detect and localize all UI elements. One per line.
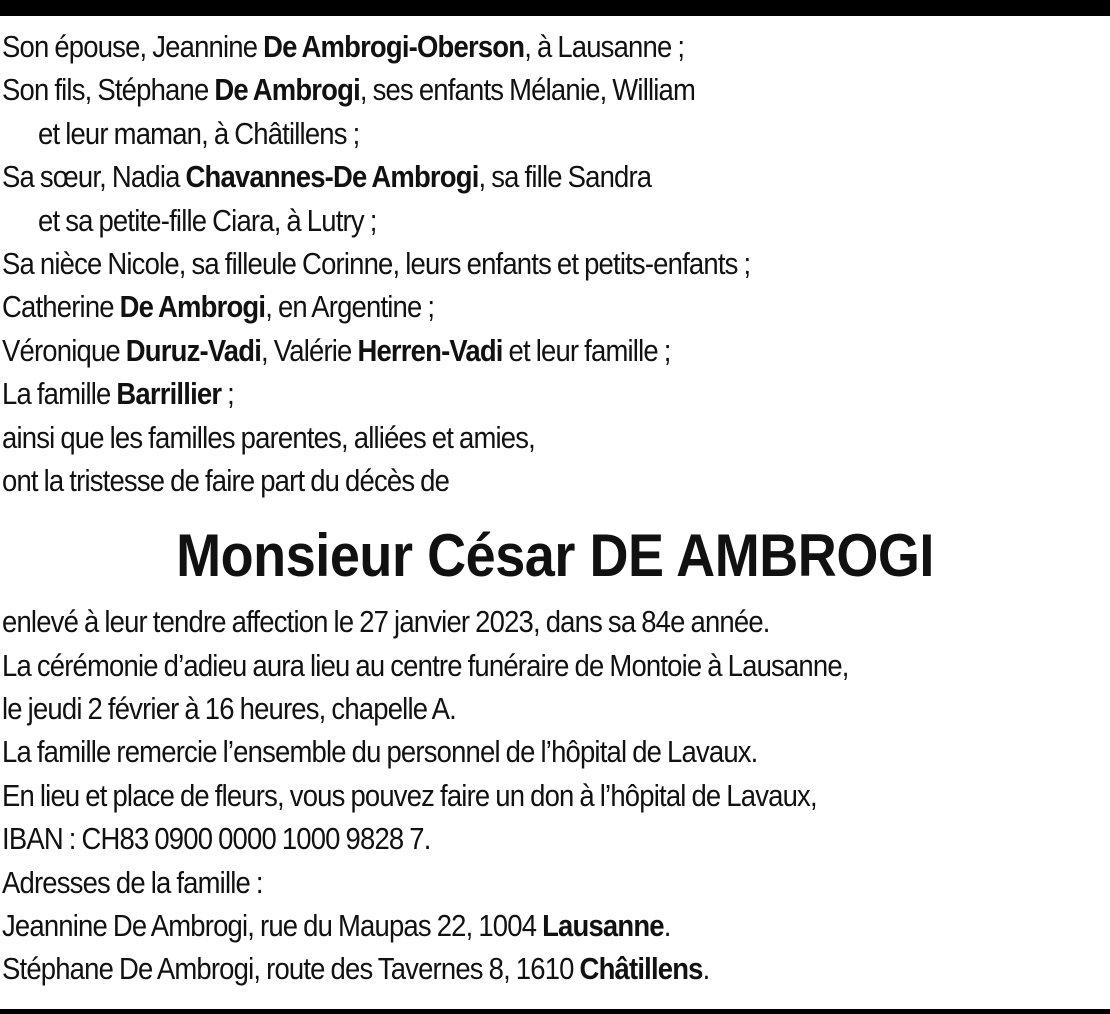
text-segment: IBAN : CH83 0900 0000 1000 9828 7.	[2, 822, 431, 857]
family-line	[2, 243, 997, 286]
family-line	[2, 373, 997, 416]
detail-line	[2, 731, 997, 774]
text-segment: et leur maman, à Châtillens ;	[38, 116, 360, 151]
text-segment: enlevé à leur tendre affection le 27 janvier 2023, dans sa 84e année.	[2, 605, 770, 640]
family-list	[2, 26, 1108, 503]
family-line	[2, 330, 997, 373]
family-line	[2, 69, 997, 112]
detail-line	[2, 688, 997, 731]
family-line	[2, 156, 997, 199]
text-segment: Jeannine De Ambrogi, rue du Maupas 22, 1004	[2, 909, 543, 944]
text-segment: La cérémonie d’adieu aura lieu au centre funéraire de Montoie à Lausanne,	[2, 648, 849, 683]
text-segment: ont la tristesse de faire part du décès de	[2, 463, 450, 498]
bold-name: Lausanne	[542, 909, 664, 944]
text-segment: Véronique	[2, 333, 126, 368]
text-segment: Sa nièce Nicole, sa filleule Corinne, leurs enfants et petits-enfants ;	[2, 246, 751, 281]
text-segment: et leur famille ;	[502, 333, 671, 368]
bold-name: Châtillens	[579, 952, 703, 987]
text-segment: , ses enfants Mélanie, William	[359, 73, 696, 108]
family-line	[2, 417, 997, 460]
family-line	[2, 460, 997, 503]
family-line	[2, 113, 997, 156]
bold-name: Herren-Vadi	[357, 333, 503, 368]
family-line	[2, 26, 997, 69]
text-segment: , sa fille Sandra	[478, 160, 652, 195]
detail-line	[2, 601, 997, 644]
text-segment: La famille	[2, 377, 117, 412]
text-segment: Stéphane De Ambrogi, route des Tavernes 8, 1610	[2, 952, 580, 987]
text-segment: Adresses de la famille :	[2, 865, 263, 900]
text-segment: , Valérie	[261, 333, 358, 368]
text-segment: , à Lausanne ;	[524, 30, 685, 64]
text-segment: .	[702, 952, 710, 987]
text-segment: et sa petite-fille Ciara, à Lutry ;	[38, 203, 377, 238]
text-segment: Sa sœur, Nadia	[2, 160, 186, 195]
detail-line	[2, 862, 997, 905]
bold-name: De Ambrogi	[119, 290, 266, 325]
text-segment: , en Argentine ;	[265, 290, 435, 325]
detail-line	[2, 948, 997, 991]
bold-name: Chavannes-De Ambrogi	[185, 160, 479, 195]
ceremony-details	[2, 601, 1108, 992]
obituary-notice	[2, 26, 1108, 992]
detail-line	[2, 818, 997, 861]
text-segment: Son épouse, Jeannine	[2, 30, 264, 64]
text-segment: .	[663, 909, 671, 944]
text-segment: le jeudi 2 février à 16 heures, chapelle A.	[2, 692, 456, 727]
bottom-rule	[0, 1009, 1110, 1014]
deceased-name: Monsieur César DE AMBROGI	[176, 522, 934, 590]
text-segment: ;	[221, 377, 234, 412]
text-segment: Son fils, Stéphane	[2, 73, 215, 108]
detail-line	[2, 775, 997, 818]
family-line	[2, 286, 997, 329]
bold-name: Duruz-Vadi	[125, 333, 262, 368]
bold-name: De Ambrogi-Oberson	[263, 30, 525, 64]
detail-line	[2, 645, 997, 688]
family-line	[2, 200, 997, 243]
text-segment: ainsi que les familles parentes, alliées et amies,	[2, 420, 535, 455]
top-rule	[0, 0, 1110, 16]
text-segment: Catherine	[2, 290, 120, 325]
text-segment: En lieu et place de fleurs, vous pouvez faire un don à l’hôpital de Lavaux,	[2, 778, 817, 813]
bold-name: Barrillier	[116, 377, 222, 412]
text-segment: La famille remercie l’ensemble du personnel de l’hôpital de Lavaux.	[2, 735, 758, 770]
detail-line	[2, 905, 997, 948]
bold-name: De Ambrogi	[214, 73, 360, 108]
